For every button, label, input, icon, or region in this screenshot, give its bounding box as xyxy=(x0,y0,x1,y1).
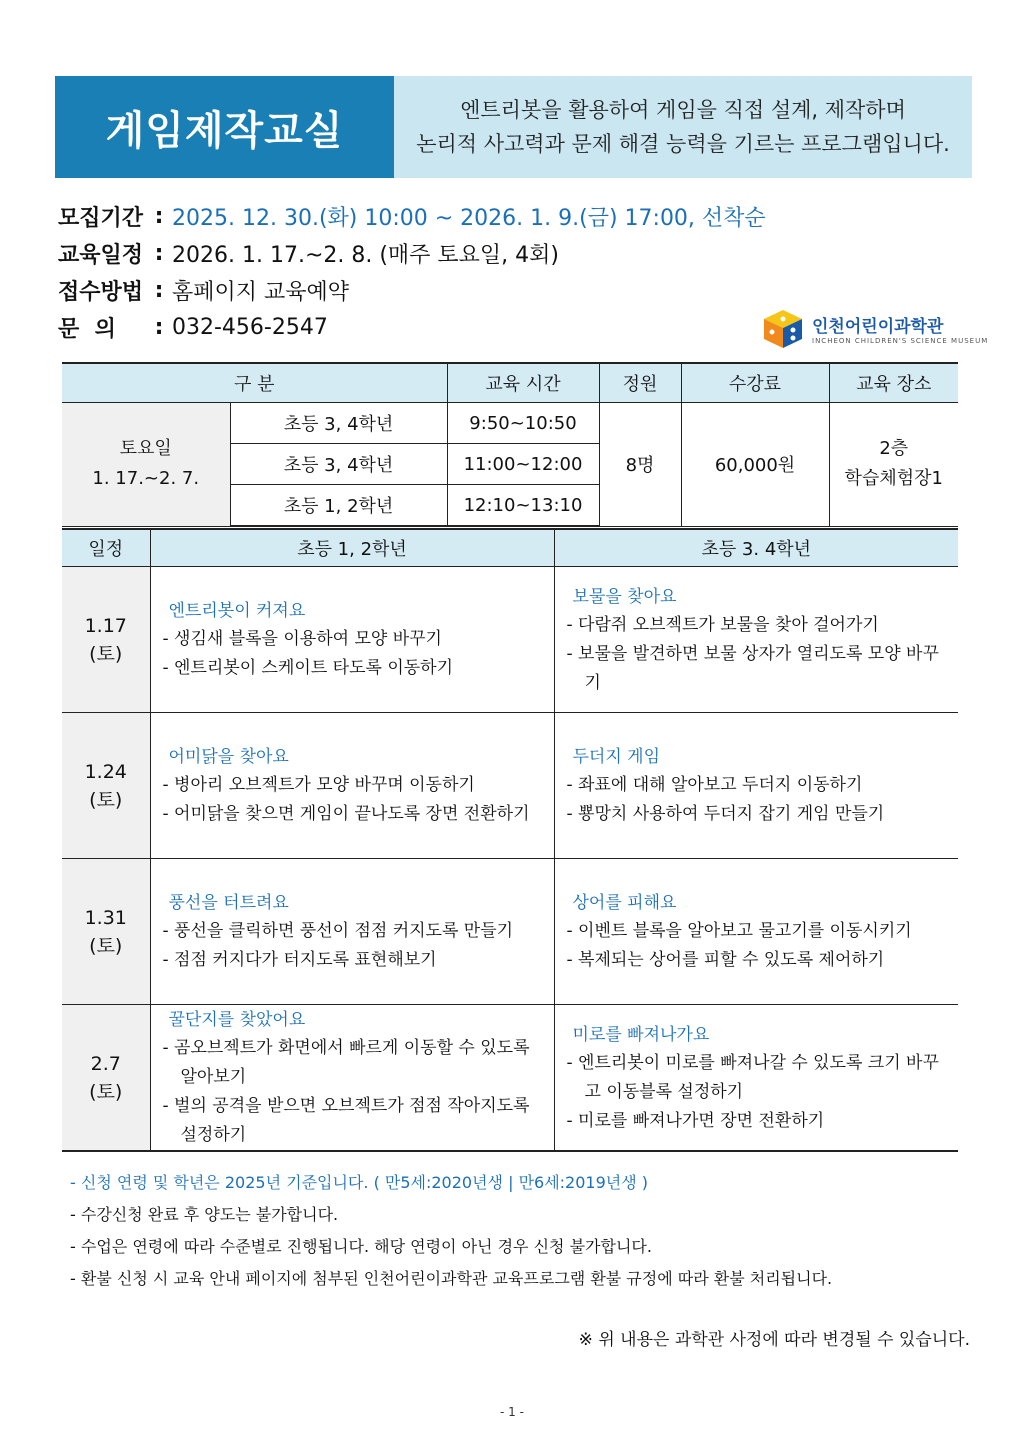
lesson-title: 두더지 게임 xyxy=(572,747,661,767)
session-day: (토) xyxy=(89,934,123,957)
session-date: 1.17 xyxy=(84,614,127,637)
lesson-title: 풍선을 터트려요 xyxy=(168,893,289,913)
lesson-cell xyxy=(150,567,554,713)
info-label: 교육일정 xyxy=(58,243,144,268)
info-registration: 접수방법 : 홈페이지 교육예약 xyxy=(58,272,818,309)
header-time: 교육 시간 xyxy=(447,363,599,403)
session-date: 1.24 xyxy=(84,760,127,783)
logo-subtitle: INCHEON CHILDREN'S SCIENCE MUSEUM xyxy=(812,337,989,345)
lesson-cell xyxy=(150,1005,554,1152)
lesson-item: - 엔트리봇이 미로를 빠져나갈 수 있도록 크기 바꾸고 이동블록 설정하기 xyxy=(566,1052,939,1102)
info-label: 접수방법 xyxy=(58,280,144,305)
lesson-title: 상어를 피해요 xyxy=(572,893,677,913)
day-group-line-2: 1. 17.~2. 7. xyxy=(92,468,200,490)
note-level: - 수업은 연령에 따라 수준별로 진행됩니다. 해당 연령이 아닌 경우 신청 불가합니다. xyxy=(70,1237,652,1256)
table-row xyxy=(62,403,958,444)
info-label: 문 의 xyxy=(58,317,116,342)
info-schedule: 교육일정 : 2026. 1. 17.~2. 8. (매주 토요일, 4회) xyxy=(58,235,818,272)
description-line-1: 엔트리봇을 활용하여 게임을 직접 설계, 제작하며 xyxy=(460,98,906,122)
grade-cell: 초등 3, 4학년 xyxy=(230,403,447,444)
note-age-basis: - 신청 연령 및 학년은 2025년 기준입니다. ( 만5세:2020년생 | 만6세:2019년생 ) xyxy=(70,1173,649,1192)
header-date: 일정 xyxy=(62,529,150,567)
place-line-1: 2층 xyxy=(879,438,909,460)
lesson-cell xyxy=(150,713,554,859)
lesson-item: - 생김새 블록을 이용하여 모양 바꾸기 xyxy=(162,629,442,649)
table-row xyxy=(62,1005,958,1152)
grade-cell: 초등 3, 4학년 xyxy=(230,444,447,485)
table-row xyxy=(62,567,958,713)
logo-name: 인천어린이과학관 xyxy=(812,317,944,337)
date-cell xyxy=(62,567,150,713)
lesson-title: 어미닭을 찾아요 xyxy=(168,747,289,767)
time-cell: 11:00~12:00 xyxy=(447,444,599,485)
table-header-row xyxy=(62,529,958,567)
grade-cell: 초등 1, 2학년 xyxy=(230,485,447,527)
session-day: (토) xyxy=(89,1080,123,1103)
header-grade-1-2: 초등 1, 2학년 xyxy=(150,529,554,567)
capacity-cell: 8명 xyxy=(599,403,681,527)
program-title: 게임제작교실 xyxy=(55,76,394,178)
info-value: 2026. 1. 17.~2. 8. (매주 토요일, 4회) xyxy=(172,243,560,268)
info-value: 2025. 12. 30.(화) 10:00 ~ 2026. 1. 9.(금) 17:00, 선착순 xyxy=(172,206,766,231)
lesson-cell xyxy=(554,713,958,859)
table-row xyxy=(62,713,958,859)
lesson-item: - 뿅망치 사용하여 두더지 잡기 게임 만들기 xyxy=(566,804,885,824)
lesson-item: - 좌표에 대해 알아보고 두더지 이동하기 xyxy=(566,775,863,795)
header-fee: 수강료 xyxy=(681,363,829,403)
program-header xyxy=(55,76,972,178)
header-place: 교육 장소 xyxy=(829,363,958,403)
notes-section xyxy=(70,1167,970,1295)
session-date: 1.31 xyxy=(84,906,127,929)
description-line-2: 논리적 사고력과 문제 해결 능력을 기르는 프로그램입니다. xyxy=(416,132,950,156)
curriculum-table xyxy=(62,528,958,1152)
lesson-item: - 미로를 빠져나가면 장면 전환하기 xyxy=(566,1110,825,1131)
lesson-cell xyxy=(554,567,958,713)
lesson-item: - 어미닭을 찾으면 게임이 끝나도록 장면 전환하기 xyxy=(162,804,530,824)
day-group-line-1: 토요일 xyxy=(119,438,172,460)
header-capacity: 정원 xyxy=(599,363,681,403)
fee-cell: 60,000원 xyxy=(681,403,829,527)
program-info xyxy=(58,198,818,346)
place-cell xyxy=(829,403,958,527)
note-transfer: - 수강신청 완료 후 양도는 불가합니다. xyxy=(70,1205,339,1224)
museum-logo xyxy=(762,306,989,354)
lesson-title: 엔트리봇이 커져요 xyxy=(168,601,306,621)
session-day: (토) xyxy=(89,642,123,665)
info-contact: 문 의 : 032-456-2547 xyxy=(58,309,818,346)
lesson-item: - 복제되는 상어를 피할 수 있도록 제어하기 xyxy=(566,950,885,970)
lesson-item: - 병아리 오브젝트가 모양 바꾸며 이동하기 xyxy=(162,775,475,795)
date-cell xyxy=(62,713,150,859)
cube-logo-icon xyxy=(762,308,804,350)
info-value: 032-456-2547 xyxy=(172,315,328,340)
lesson-item: - 풍선을 클릭하면 풍선이 점점 커지도록 만들기 xyxy=(162,921,514,941)
lesson-item: - 이벤트 블록을 알아보고 물고기를 이동시키기 xyxy=(566,921,912,941)
lesson-item: - 점점 커지다가 터지도록 표현해보기 xyxy=(162,950,437,970)
change-remark: ※ 위 내용은 과학관 사정에 따라 변경될 수 있습니다. xyxy=(578,1330,970,1350)
time-cell: 9:50~10:50 xyxy=(447,403,599,444)
date-cell xyxy=(62,859,150,1005)
lesson-cell xyxy=(150,859,554,1005)
note-refund: - 환불 신청 시 교육 안내 페이지에 첨부된 인천어린이과학관 교육프로그램 환불 규정에 따라 환불 처리됩니다. xyxy=(70,1269,833,1288)
time-cell: 12:10~13:10 xyxy=(447,485,599,527)
lesson-item: - 보물을 발견하면 보물 상자가 열리도록 모양 바꾸기 xyxy=(566,643,939,693)
lesson-item: - 곰오브젝트가 화면에서 빠르게 이동할 수 있도록 알아보기 xyxy=(162,1038,530,1087)
date-cell xyxy=(62,1005,150,1152)
lesson-title: 꿀단지를 찾았어요 xyxy=(168,1010,306,1030)
page-number: - 1 - xyxy=(500,1405,524,1419)
day-group-cell xyxy=(62,403,230,527)
info-label: 모집기간 xyxy=(58,206,144,231)
lesson-item: - 엔트리봇이 스케이트 타도록 이동하기 xyxy=(162,658,454,678)
lesson-cell xyxy=(554,1005,958,1152)
place-line-2: 학습체험장1 xyxy=(844,468,943,490)
info-value: 홈페이지 교육예약 xyxy=(172,280,350,305)
lesson-cell xyxy=(554,859,958,1005)
info-recruit-period: 모집기간 : 2025. 12. 30.(화) 10:00 ~ 2026. 1. 9.(금) 17:00, 선착순 xyxy=(58,198,818,235)
table-header-row xyxy=(62,363,958,403)
table-row xyxy=(62,859,958,1005)
lesson-title: 보물을 찾아요 xyxy=(572,586,677,607)
schedule-table xyxy=(62,362,958,527)
lesson-item: - 다람쥐 오브젝트가 보물을 찾아 걸어가기 xyxy=(566,614,879,635)
header-grade-3-4: 초등 3. 4학년 xyxy=(554,529,958,567)
lesson-title: 미로를 빠져나가요 xyxy=(572,1024,710,1045)
header-category: 구 분 xyxy=(62,363,447,403)
session-date: 2.7 xyxy=(90,1052,121,1075)
program-description xyxy=(394,76,972,178)
session-day: (토) xyxy=(89,788,123,811)
lesson-item: - 벌의 공격을 받으면 오브젝트가 점점 작아지도록 설정하기 xyxy=(162,1096,530,1145)
